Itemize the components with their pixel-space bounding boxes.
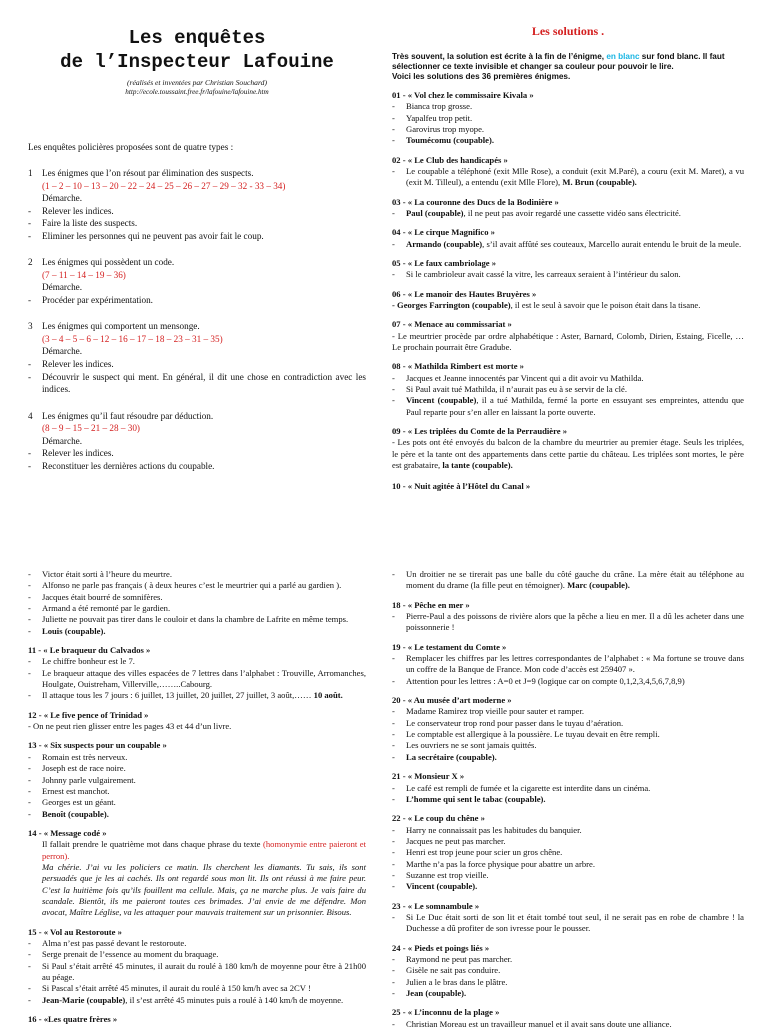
solution-heading: 10 - « Nuit agitée à l’Hôtel du Canal » (392, 481, 531, 492)
category-number: 3 (28, 321, 33, 332)
solution-heading: 03 - « La couronne des Ducs de la Bodinière » (392, 196, 559, 207)
solution-heading: 18 - « Pêche en mer » (392, 599, 470, 610)
category-list: (8 – 9 – 15 – 21 – 28 – 30) (42, 423, 140, 434)
category-title: Les énigmes qui comportent un mensonge. (42, 321, 200, 332)
list-item: - Eliminer les personnes qui ne peuvent pas avoir fait le coup. (28, 230, 264, 241)
solution-heading: 01 - « Vol chez le commissaire Kivala » (392, 89, 534, 100)
solution-heading: 22 - « Le coup du chêne » (392, 813, 485, 824)
category-demarche: Démarche. (42, 346, 83, 357)
solutions-column-bottom-left: - Victor était sorti à l’heure du meurtre. - Alfonso ne parle pas français ( à deux heures c’est le meurtrier qui a parlé au gardien ). - Jacques était bourré de somnifères. - Armand a été remonté par le gardien. - Juliette ne pouvait pas tirer dans le couloir et dans la chambre de Lafrite en même temps. - Louis (coupable). 11 - « Le braqueur du Calvados » - Le chiffre bonheur est le 7. - Le braqueur attaque des villes espacées de 7 lettres dans l’alphabet : Trouville, Arromanches, Houlgate, Ouistreham, Villerville,……..Cabourg. - Il attaque tous les 7 jours : 6 juillet, 13 juillet, 20 juillet, 27 juillet, 3 août,…… 10 août. 12 - « Le five pence of Trinidad » - On ne peut rien glisser entre les pages 43 et 44 d’un livre. 13 - « Six suspects pour un coupable » - Romain est très nerveux. - Joseph est de race noire. - Johnny parle vulgairement. - Ernest est manchot. - Georges est un géant. - Benoît (coupable). 14 - « Message codé » Il fallait prendre le quatrième mot dans chaque phrase du texte (homonymie entre paieront et perron). Ma chérie. J’ai vu les policiers ce matin. Ils cherchent les diamants. Tu sais, ils sont persuadés que je les ai cachés. Ils ont regardé sous mon lit. Ils ont réussi à me faire peur. C’est la huitième fois qu’ils fouillent ma cellule. Mais, ça ne marche plus. Je vais faire du scandale. Bientôt, ils me paieront toutes ces brimades. J’ai envie de me défendre. Mon avocat, Maître Léglise, va les attaquer pour mauvais traitement sur un prisonnier. Bisous. 15 - « Vol au Restoroute » - Alma n’est pas passé devant le restoroute. - Serge prenait de l’essence au moment du braquage. - Si Paul s’était arrêté 45 minutes, il aurait du roulé à 180 km/h de moyenne pour être à 21h00 au péage. - Si Pascal s’était arrêté 45 minutes, il aurait du roulé à 150 km/h avec sa 2CV ! - Jean-Marie (coupable), il s’est arrêté 45 minutes puis a roulé à 140 km/h de moyenne. 16 - «Les quatre frères » (28, 569, 366, 1025)
solution-heading: 04 - « Le cirque Magnifico » (392, 227, 495, 238)
solution-08: 08 - « Mathilda Rimbert est morte » - Jacques et Jeanne innocentés par Vincent qui a dit avoir vu Mathilda. - Si Paul avait tué Mathilda, il n’aurait pas eu à se servir de la clé. - Vincent (coupable), il a tué Mathilda, fermé la porte en essuyant ses empreintes, attendu que Paul reparte pour s’en aller en laissant la porte ouverte. (392, 361, 744, 417)
list-item: - Découvrir le suspect qui ment. En général, il dit une chose en contradiction avec les indices. (28, 371, 366, 395)
solution-heading: 19 - « Le testament du Comte » (392, 641, 507, 652)
solution-heading: 25 - « L’inconnu de la plage » (392, 1007, 500, 1018)
solution-heading: 06 - « Le manoir des Hautes Bruyères » (392, 288, 537, 299)
list-item: - Reconstituer les dernières actions du coupable. (28, 460, 215, 471)
category-number: 4 (28, 410, 33, 421)
solution-02: 02 - « Le Club des handicapés » - Le coupable a téléphoné (exit Mlle Rose), a conduit (exit M.Paré), a couru (exit M. Maret), a vu (exit M. Tilleul), a entendu (exit Mlle Flore), M. Brun (coupable). (392, 154, 744, 188)
category-title: Les énigmes que l’on résout par élimination des suspects. (42, 168, 254, 179)
category-demarche: Démarche. (42, 282, 83, 293)
solution-20: 20 - « Au musée d’art moderne » - Madame Ramirez trop vieille pour sauter et ramper. - Le conservateur trop rond pour passer dans le tuyau d’aération. - Le comptable est allergique à la poussière. Le tuyau devait en être rempli. - Les ouvriers ne se sont jamais quittés. - La secrétaire (coupable). (392, 695, 744, 763)
category-1 (28, 167, 366, 205)
solutions-title: Les solutions . (531, 24, 605, 38)
solution-23: 23 - « Le somnambule » - Si Le Duc était sorti de son lit et était tombé tout seul, il ne serait pas en robe de chambre ! la Duchesse a dû profiter de son ivresse pour le pousser. (392, 900, 744, 934)
solution-06: 06 - « Le manoir des Hautes Bruyères » - Georges Farrington (coupable), il est le seul à savoir que le poison était dans la tisane. (392, 289, 744, 312)
solutions-column-top (392, 24, 744, 493)
category-number: 1 (28, 168, 33, 179)
solution-heading: 12 - « Le five pence of Trinidad » (28, 709, 149, 720)
solution-21: 21 - « Monsieur X » - Le café est rempli de fumée et la cigarette est interdite dans un cinéma. - L’homme qui sent le tabac (coupable). (392, 771, 744, 805)
solution-03: 03 - « La couronne des Ducs de la Bodinière » - Paul (coupable), il ne peut pas avoir regardé une cassette vidéo sans électricité. (392, 197, 744, 220)
list-item: - Relever les indices. (28, 205, 114, 216)
source-url: http://ecole.toussaint.free.fr/lafouine/lafouine.htm (125, 87, 269, 96)
solution-heading: 11 - « Le braqueur du Calvados » (28, 645, 151, 656)
intro-text: Les enquêtes policières proposées sont de quatre types : (28, 142, 234, 153)
solution-14: 14 - « Message codé » Il fallait prendre le quatrième mot dans chaque phrase du texte (homonymie entre paieront et perron). Ma chérie. J’ai vu les policiers ce matin. Ils cherchent les diamants. Tu sais, ils sont persuadés que je les ai cachés. Ils ont regardé sous mon lit. Ils ont réussi à me faire peur. C’est la huitième fois qu’ils fouillent ma cellule. Mais, ça ne marche plus. Je vais faire du scandale. Bientôt, ils me paieront toutes ces brimades. J’ai envie de me défendre. Mon avocat, Maître Léglise, va les attaquer pour mauvais traitement sur un prisonnier. Bisous. (28, 827, 366, 918)
solution-heading: 09 - « Les triplées du Comte de la Perraudière » (392, 426, 568, 437)
solution-heading: 13 - « Six suspects pour un coupable » (28, 740, 167, 751)
solution-22: 22 - « Le coup du chêne » - Harry ne connaissait pas les habitudes du banquier. - Jacques ne peut pas marcher. - Henri est trop jeune pour scier un gros chêne. - Marthe n’a pas la force physique pour abattre un arbre. - Suzanne est trop vieille. - Vincent (coupable). (392, 813, 744, 892)
solution-heading: 24 - « Pieds et poings liés » (392, 942, 490, 953)
title-line-2: de l’Inspecteur Lafouine (60, 51, 334, 74)
solution-07: 07 - « Menace au commissariat » - Le meurtrier procède par ordre alphabétique : Aster, Barnard, Colomb, Dirien, Estaing, Ficelle, … Le prochain pourrait être Gradube. (392, 319, 744, 353)
subtitle: (réalisés et inventées par Christian Souchard) (127, 77, 267, 87)
solution-heading: 07 - « Menace au commissariat » (392, 319, 512, 330)
category-title: Les énigmes qui possèdent un code. (42, 257, 175, 268)
solution-heading: 16 - «Les quatre frères » (28, 1014, 118, 1025)
solution-heading: 14 - « Message codé » (28, 827, 107, 838)
solution-19: 19 - « Le testament du Comte » - Remplacer les chiffres par les lettres correspondantes de l’alphabet : « Ma fortune se trouve dans un coffre de la Banque de France. Mon code d’accès est 259407 ». - Attention pour les lettres : A=0 et J=9 (logique car on compte 0,1,2,3,4,5,6,7,8,9) (392, 641, 744, 686)
solution-heading: 15 - « Vol au Restoroute » (28, 926, 122, 937)
solution-13: 13 - « Six suspects pour un coupable » - Romain est très nerveux. - Joseph est de race noire. - Johnny parle vulgairement. - Ernest est manchot. - Georges est un géant. - Benoît (coupable). (28, 740, 366, 819)
category-list: (3 – 4 – 5 – 6 – 12 – 16 – 17 – 18 – 23 – 31 – 35) (42, 333, 223, 344)
list-item: - Relever les indices. (28, 358, 114, 369)
category-number: 2 (28, 257, 33, 268)
solution-24: 24 - « Pieds et poings liés » - Raymond ne peut pas marcher. - Gisèle ne sait pas conduire. - Julien a le bras dans le plâtre. - Jean (coupable). (392, 943, 744, 1000)
solution-heading: 23 - « Le somnambule » (392, 900, 480, 911)
solution-10 (392, 481, 744, 492)
coded-message: Ma chérie. J’ai vu les policiers ce matin. Ils cherchent les diamants. Tu sais, ils sont persuadés que je les ai cachés. Ils ont regardé sous mon lit. Ils ont réussi à me faire peur. C’est la huitième fois qu’ils fouillent ma cellule. Mais, ça ne marche plus. Je vais faire du scandale. Bientôt, ils me paieront toutes ces brimades. J’ai envie de me défendre. Mon avocat, Maître Léglise, va les attaquer pour mauvais traitement sur un prisonnier. Bisous. (42, 861, 366, 918)
solution-heading: 20 - « Au musée d’art moderne » (392, 695, 512, 706)
page-title (28, 26, 366, 75)
category-2 (28, 256, 366, 294)
solution-heading: 21 - « Monsieur X » (392, 771, 465, 782)
solutions-column-bottom-right: - Un droitier ne se tirerait pas une balle du côté gauche du crâne. La mère était au téléphone au moment du drame (la fille peut en témoigner). Marc (coupable). 18 - « Pêche en mer » - Pierre-Paul a des poissons de rivière alors que la pêche a lieu en mer. Il a dû les acheter dans une poissonnerie ! 19 - « Le testament du Comte » - Remplacer les chiffres par les lettres correspondantes de l’alphabet : « Ma fortune se trouve dans un coffre de la Banque de France. Mon code d’accès est 259407 ». - Attention pour les lettres : A=0 et J=9 (logique car on compte 0,1,2,3,4,5,6,7,8,9) 20 - « Au musée d’art moderne » - Madame Ramirez trop vieille pour sauter et ramper. - Le conservateur trop rond pour passer dans le tuyau d’aération. - Le comptable est allergique à la poussière. Le tuyau devait en être rempli. - Les ouvriers ne se sont jamais quittés. - La secrétaire (coupable). 21 - « Monsieur X » - Le café est rempli de fumée et la cigarette est interdite dans un cinéma. - L’homme qui sent le tabac (coupable). 22 - « Le coup du chêne » - Harry ne connaissait pas les habitudes du banquier. - Jacques ne peut pas marcher. - Henri est trop jeune pour scier un gros chêne. - Marthe n’a pas la force physique pour abattre un arbre. - Suzanne est trop vieille. - Vincent (coupable). 23 - « Le somnambule » - Si Le Duc était sorti de son lit et était tombé tout seul, il ne serait pas en robe de chambre ! la Duchesse a dû profiter de son ivresse pour le pousser. 24 - « Pieds et poings liés » - Raymond ne peut pas marcher. - Gisèle ne sait pas conduire. - Julien a le bras dans le plâtre. - Jean (coupable). 25 - « L’inconnu de la plage » - Christian Moreau est un travailleur manuel et il avait sans doute une alliance. (392, 569, 744, 1029)
solution-25: 25 - « L’inconnu de la plage » - Christian Moreau est un travailleur manuel et il avait sans doute une alliance. (392, 1007, 744, 1030)
solution-heading: 05 - « Le faux cambriolage » (392, 257, 497, 268)
solution-12: 12 - « Le five pence of Trinidad » - On ne peut rien glisser entre les pages 43 et 44 d’un livre. (28, 710, 366, 733)
category-4 (28, 410, 366, 448)
intro-column (28, 26, 366, 472)
title-line-1: Les enquêtes (128, 27, 266, 49)
solution-heading: 08 - « Mathilda Rimbert est morte » (392, 361, 524, 372)
list-item: - Procéder par expérimentation. (28, 294, 153, 305)
category-3 (28, 320, 366, 358)
solution-15: 15 - « Vol au Restoroute » - Alma n’est pas passé devant le restoroute. - Serge prenait de l’essence au moment du braquage. - Si Paul s’était arrêté 45 minutes, il aurait du roulé à 180 km/h de moyenne pour être à 21h00 au péage. - Si Pascal s’était arrêté 45 minutes, il aurait du roulé à 150 km/h avec sa 2CV ! - Jean-Marie (coupable), il s’est arrêté 45 minutes puis a roulé à 140 km/h de moyenne. (28, 926, 366, 1005)
category-demarche: Démarche. (42, 193, 83, 204)
solution-01: 01 - « Vol chez le commissaire Kivala » - Bianca trop grosse. - Yapalfeu trop petit. - Garovirus trop myope. - Toumécomu (coupable). (392, 90, 744, 147)
list-item: - Relever les indices. (28, 448, 114, 459)
solution-09: 09 - « Les triplées du Comte de la Perraudière » - Les pots ont été envoyés du balcon de la chambre du meurtrier au premier étage. Seuls les triplées, le père et la tante ont des appartements dans cette partie du château. Les triplées sont mortes, le père est grabataire, la tante (coupable). (392, 426, 744, 471)
solution-11: 11 - « Le braqueur du Calvados » - Le chiffre bonheur est le 7. - Le braqueur attaque des villes espacées de 7 lettres dans l’alphabet : Trouville, Arromanches, Houlgate, Ouistreham, Villerville,……..Cabourg. - Il attaque tous les 7 jours : 6 juillet, 13 juillet, 20 juillet, 27 juillet, 3 août,…… 10 août. (28, 645, 366, 701)
solution-05: 05 - « Le faux cambriolage » - Si le cambrioleur avait cassé la vitre, les carreaux seraient à l’intérieur du salon. (392, 258, 744, 281)
solution-heading: 02 - « Le Club des handicapés » (392, 154, 508, 165)
category-list: (7 – 11 – 14 – 19 – 36) (42, 269, 126, 280)
solution-18: 18 - « Pêche en mer » - Pierre-Paul a des poissons de rivière alors que la pêche a lieu en mer. Il a dû les acheter dans une poissonnerie ! (392, 599, 744, 633)
white-text-highlight: en blanc (606, 51, 640, 61)
category-title: Les énigmes qu’il faut résoudre par déduction. (42, 410, 214, 421)
solution-04: 04 - « Le cirque Magnifico » - Armando (coupable), s’il avait affûté ses couteaux, Marcello aurait entendu le bruit de la meule. (392, 227, 744, 250)
list-item: - Faire la liste des suspects. (28, 218, 138, 229)
solutions-intro: Très souvent, la solution est écrite à la fin de l’énigme, en blanc sur fond blanc. Il faut sélectionner ce texte invisible et changer sa couleur pour pouvoir le lire. Voici les solutions des 36 premières énigmes. (392, 51, 725, 81)
category-demarche: Démarche. (42, 435, 83, 446)
category-list: (1 – 2 – 10 – 13 – 20 – 22 – 24 – 25 – 26 – 27 – 29 – 32 - 33 – 34) (42, 180, 286, 191)
